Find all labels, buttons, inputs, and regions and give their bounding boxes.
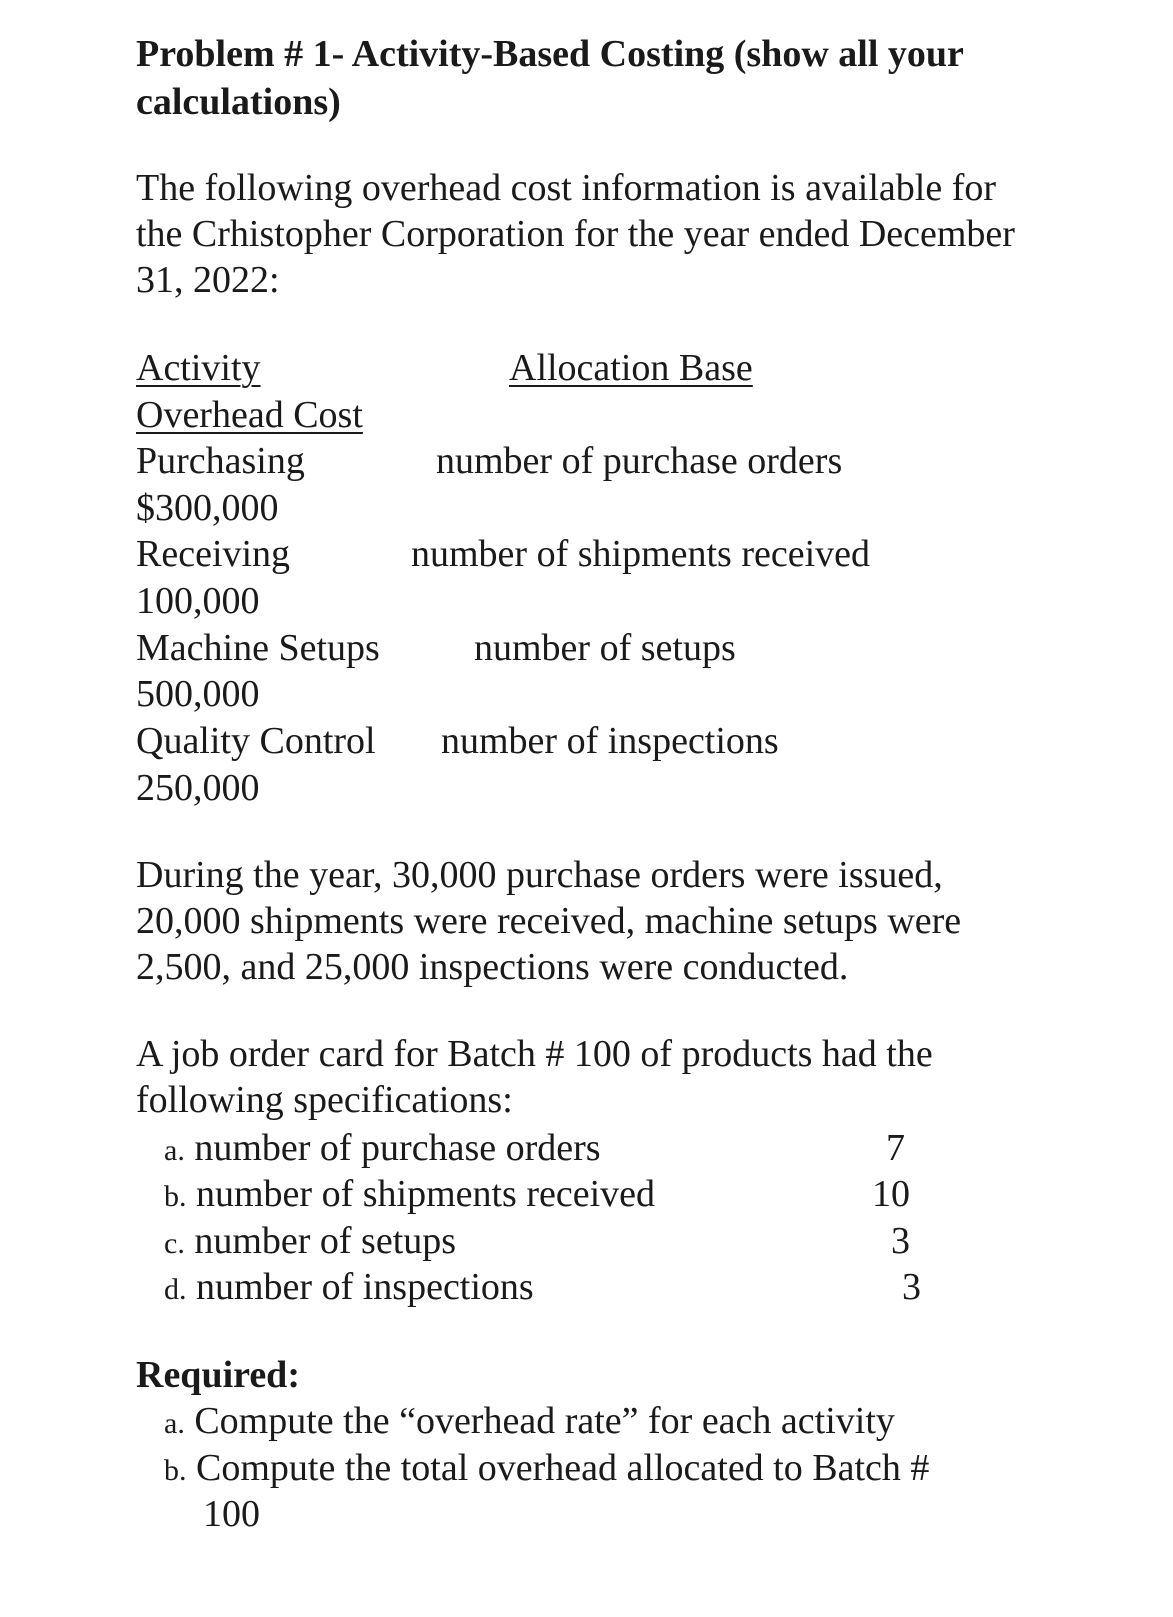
required-mark: a.	[164, 1407, 185, 1440]
required-text-continued: 100	[203, 1493, 260, 1535]
spec-item	[164, 1125, 601, 1174]
row-activity: Quality Control	[136, 720, 376, 762]
row-cost: 500,000	[136, 673, 260, 715]
spec-value: 3	[902, 1266, 921, 1308]
spec-label: number of setups	[194, 1220, 457, 1262]
spec-value: 3	[891, 1220, 910, 1262]
row-cost: $300,000	[136, 487, 279, 529]
row-activity: Receiving	[136, 533, 291, 575]
spec-mark: c.	[164, 1227, 185, 1260]
row-activity: Purchasing	[136, 440, 305, 482]
spec-label: number of shipments received	[196, 1173, 656, 1215]
required-text: Compute the “overhead rate” for each activity	[194, 1400, 895, 1442]
row-base: number of inspections	[441, 720, 779, 762]
spec-mark: b.	[164, 1180, 187, 1213]
row-cost: 250,000	[136, 767, 260, 809]
required-text: Compute the total overhead allocated to Batch #	[196, 1447, 930, 1489]
spec-mark: d.	[164, 1273, 187, 1306]
header-activity: Activity	[136, 347, 261, 389]
spec-item	[164, 1218, 456, 1267]
row-base: number of setups	[474, 627, 736, 669]
header-overhead-cost: Overhead Cost	[136, 394, 363, 436]
required-item	[164, 1398, 895, 1447]
required-mark: b.	[164, 1454, 187, 1487]
spec-item	[164, 1171, 655, 1220]
spec-value: 10	[872, 1173, 910, 1215]
job-order-paragraph: A job order card for Batch # 100 of products had the following specifications:	[136, 1033, 933, 1121]
problem-title: Problem # 1- Activity-Based Costing (show all your calculations)	[136, 33, 964, 123]
row-cost: 100,000	[136, 580, 260, 622]
header-allocation-base: Allocation Base	[509, 347, 753, 389]
spec-mark: a.	[164, 1134, 185, 1167]
required-item	[164, 1445, 929, 1494]
row-base: number of purchase orders	[436, 440, 843, 482]
required-heading: Required:	[136, 1354, 300, 1396]
row-base: number of shipments received	[411, 533, 871, 575]
spec-item	[164, 1264, 534, 1313]
during-year-paragraph: During the year, 30,000 purchase orders were issued, 20,000 shipments were received, machine setups were 2,500, and 25,000 inspections were conducted.	[136, 854, 962, 988]
intro-paragraph: The following overhead cost information is available for the Crhistopher Corporation for the year ended December 31, 2022:	[136, 167, 1015, 301]
spec-label: number of inspections	[196, 1266, 534, 1308]
spec-label: number of purchase orders	[194, 1127, 601, 1169]
spec-value: 7	[886, 1127, 905, 1169]
row-activity: Machine Setups	[136, 627, 380, 669]
